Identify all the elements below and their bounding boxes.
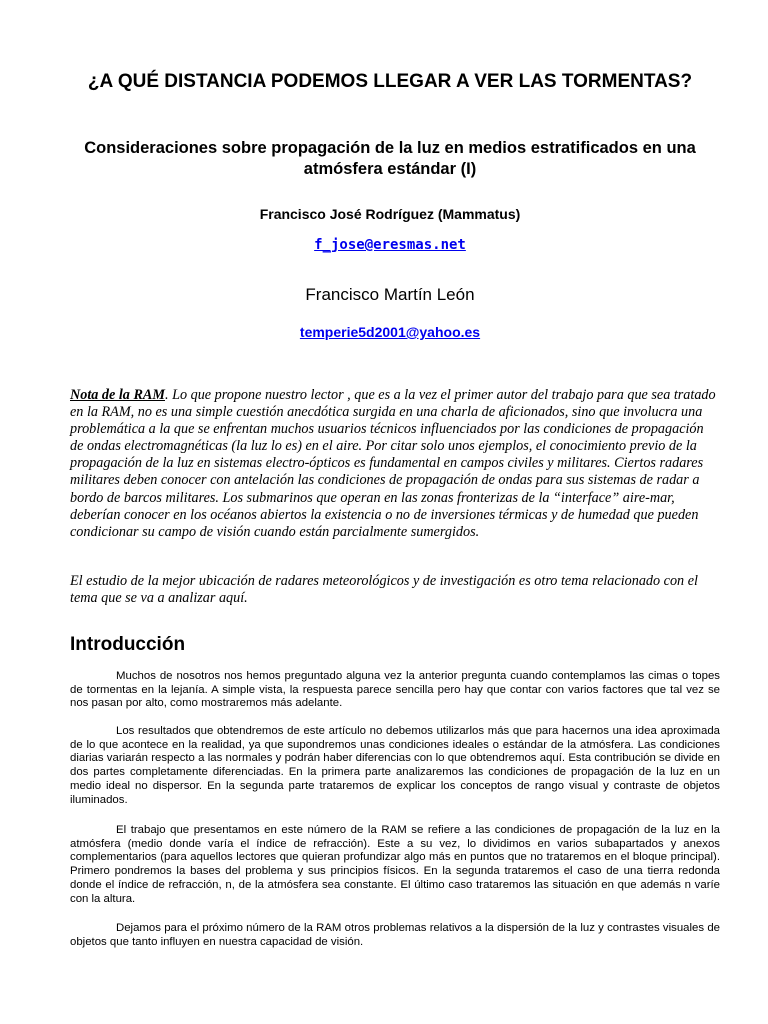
intro-paragraph: Dejamos para el próximo número de la RAM otros problemas relativos a la dispersión de la luz y contrastes visuales de objetos que tanto influyen en nuestra capacidad de visión. bbox=[70, 922, 720, 948]
section-heading-introduction: Introducción bbox=[70, 634, 186, 655]
document-title: ¿A QUÉ DISTANCIA PODEMOS LLEGAR A VER LAS TORMENTAS? bbox=[87, 71, 693, 92]
author-name-primary: Francisco José Rodríguez (Mammatus) bbox=[259, 206, 521, 222]
author-email-secondary-line bbox=[70, 323, 710, 341]
author-email-secondary-link[interactable]: temperie5d2001@yahoo.es bbox=[299, 324, 481, 340]
document-subtitle: Consideraciones sobre propagación de la luz en medios estratificados en una atmósfera estándar (I) bbox=[84, 139, 696, 178]
author-email-primary-link[interactable]: f_jose@eresmas.net bbox=[314, 237, 466, 253]
intro-paragraph: El trabajo que presentamos en este número de la RAM se refiere a las condiciones de propagación de la luz en la atmósfera (medio donde varía el índice de refracción). Este a su vez, lo dividimos en varios subapartados y anexos complementarios (para aquellos lectores que quieran profundizar algo más en puntos que no trataremos en el bloque principal). Primero pondremos la bases del problema y sus principios físicos. En la segunda trataremos el caso de una tierra redonda donde el índice de refracción, n, de la atmósfera sea constante. El último caso trataremos las situación en que además n varíe con la altura. bbox=[70, 824, 720, 905]
author-name-secondary: Francisco Martín León bbox=[305, 285, 475, 304]
editor-note-paragraph-2: El estudio de la mejor ubicación de radares meteorológicos y de investigación es otro tema relacionado con el tema que se va a analizar aquí. bbox=[70, 573, 698, 607]
intro-paragraph: Muchos de nosotros nos hemos preguntado alguna vez la anterior pregunta cuando contemplamos las cimas o topes de tormentas en la lejanía. A simple vista, la respuesta parece sencilla pero hay que contar con varios factores que tal vez se nos pasan por alto, como mostraremos más adelante. bbox=[70, 670, 720, 710]
author-email-primary-line bbox=[70, 236, 710, 254]
editor-note bbox=[70, 387, 720, 541]
intro-paragraph: Los resultados que obtendremos de este artículo no debemos utilizarlos más que para hacernos una idea aproximada de lo que acontece en la realidad, ya que supondremos unas condiciones ideales o estándar de la atmósfera. Las condiciones diarias variarán respecto a las normales y podrán haber diferencias con lo que obtendremos aquí. Esta contribución se divide en dos partes completamente diferenciadas. En la primera parte analizaremos las condiciones de propagación de la luz en un medio ideal no dispersor. En la segunda parte trataremos de explicar los conceptos de rango visual y contraste de objetos iluminados. bbox=[70, 725, 720, 806]
editor-note-text: . Lo que propone nuestro lector , que es a la vez el primer autor del trabajo para que sea tratado en la RAM, no es una simple cuestión anecdótica surgida en una charla de aficionados, sino que involucra una problemática a la que se enfrentan muchos usuarios técnicos influenciados por las condiciones de propagación de ondas electromagnéticas (la luz lo es) en el aire. Por citar solo unos ejemplos, el conocimiento previo de la propagación de la luz en sistemas electro-ópticos es fundamental en campos civiles y militares. Ciertos radares militares deben conocer con antelación las condiciones de propagación de ondas para sus sistemas de radar a bordo de barcos militares. Los submarinos que operan en las zonas fronterizas de la “interface” aire-mar, deberían conocer en los océanos abiertos la existencia o no de inversiones térmicas y de humedad que pueden condicionar su campo de visión cuando están parcialmente sumergidos. bbox=[70, 387, 716, 540]
editor-note-label: Nota de la RAM bbox=[70, 387, 165, 403]
